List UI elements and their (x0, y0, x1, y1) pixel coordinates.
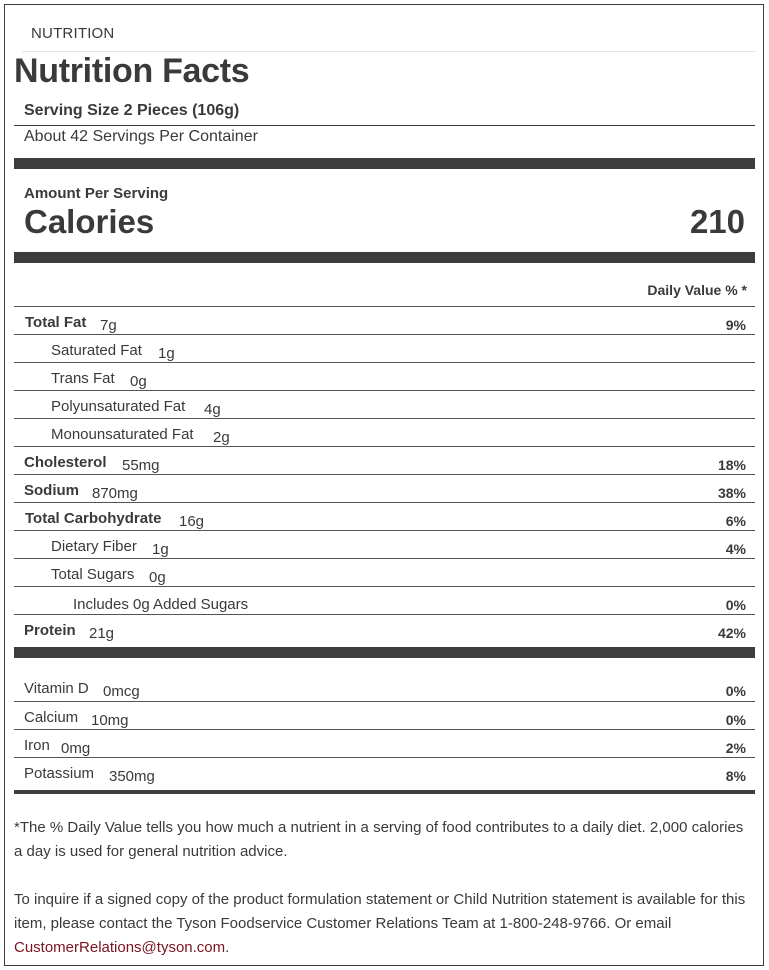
nutrient-name: Total Carbohydrate (25, 510, 162, 527)
nutrient-amount: 7g (100, 317, 117, 334)
nutrient-amount: 1g (152, 541, 169, 558)
calories-value: 210 (689, 203, 745, 240)
nutrient-daily-value: 42% (717, 625, 746, 641)
nutrient-daily-value: 0% (725, 597, 746, 613)
vitamin-row-vitamin-d (14, 673, 755, 701)
thick-divider (14, 158, 755, 169)
nutrient-name: Monounsaturated Fat (51, 426, 194, 443)
daily-value-footnote: *The % Daily Value tells you how much a nutrient in a serving of food contributes to a daily diet. 2,000 calories a day is used for general nutrition advice. (14, 819, 744, 860)
nutrient-row-total-fat (14, 306, 755, 334)
nutrient-amount: 0g (130, 373, 147, 390)
daily-value-header: Daily Value % * (647, 282, 747, 298)
nutrient-row-total-carbohydrate (14, 502, 755, 530)
nutrient-amount: 4g (204, 401, 221, 418)
vitamin-name: Iron (24, 737, 50, 754)
vitamin-row-iron (14, 729, 755, 757)
nutrient-amount: 1g (158, 345, 175, 362)
thick-divider (14, 252, 755, 263)
nutrient-name: Trans Fat (51, 370, 115, 387)
nutrient-row-sodium (14, 474, 755, 502)
amount-per-serving: Amount Per Serving (24, 185, 169, 202)
nutrient-name: Sodium (24, 482, 79, 499)
nutrient-row-total-sugars (14, 558, 755, 586)
vitamin-name: Potassium (24, 765, 95, 782)
vitamin-daily-value: 8% (725, 768, 746, 784)
bottom-divider (14, 790, 755, 794)
vitamin-amount: 0mg (61, 740, 91, 757)
nutrient-amount: 870mg (92, 485, 138, 502)
nutrient-daily-value: 38% (717, 485, 746, 501)
vitamin-amount: 0mcg (103, 683, 140, 700)
nutrient-daily-value: 4% (725, 541, 746, 557)
customer-relations-email-link[interactable]: CustomerRelations@tyson.com (14, 939, 226, 956)
thick-divider (14, 647, 755, 658)
calories-label: Calories (24, 203, 155, 240)
nutrient-name: Total Sugars (51, 566, 135, 583)
nutrient-amount: 16g (179, 513, 205, 530)
vitamin-daily-value: 0% (725, 683, 746, 699)
vitamin-row-calcium (14, 701, 755, 729)
nutrient-daily-value: 18% (717, 457, 746, 473)
vitamin-row-potassium (14, 757, 755, 785)
inquiry-text: To inquire if a signed copy of the product formulation statement or Child Nutrition statement is available for this item, please contact the Tyson Foodservice Customer Relations Team at 1-800-248-9766. Or email (14, 891, 746, 932)
nutrient-daily-value: 9% (725, 317, 746, 333)
nutrient-row-polyunsaturated-fat (14, 390, 755, 418)
nutrient-row-cholesterol (14, 446, 755, 474)
nutrient-name: Total Fat (25, 314, 87, 331)
vitamin-amount: 10mg (91, 712, 129, 729)
nutrient-daily-value: 6% (725, 513, 746, 529)
vitamin-daily-value: 2% (725, 740, 746, 756)
nutrient-row-saturated-fat (14, 334, 755, 362)
nutrition-facts-title: Nutrition Facts (14, 52, 250, 90)
serving-size: Serving Size 2 Pieces (106g) (24, 102, 240, 119)
inquiry-end: . (225, 939, 230, 956)
nutrient-name: Cholesterol (24, 454, 107, 471)
nutrient-amount: 55mg (122, 457, 160, 474)
nutrient-name: Includes 0g Added Sugars (73, 596, 249, 613)
vitamin-daily-value: 0% (725, 712, 746, 728)
nutrient-row-protein (14, 614, 755, 642)
nutrient-name: Protein (24, 622, 76, 639)
nutrient-amount: 0g (149, 569, 166, 586)
divider (14, 125, 755, 126)
section-label: NUTRITION (31, 25, 115, 42)
nutrient-row-dietary-fiber (14, 530, 755, 558)
vitamin-name: Calcium (24, 709, 79, 726)
nutrient-name: Saturated Fat (51, 342, 142, 359)
nutrient-row-monounsaturated-fat (14, 418, 755, 446)
nutrient-row-trans-fat (14, 362, 755, 390)
nutrient-name: Polyunsaturated Fat (51, 398, 186, 415)
nutrient-amount: 2g (213, 429, 230, 446)
nutrient-name: Dietary Fiber (51, 538, 137, 555)
nutrient-row-added-sugars (14, 586, 755, 614)
servings-per-container: About 42 Servings Per Container (24, 128, 258, 145)
nutrient-amount: 21g (89, 625, 115, 642)
vitamin-name: Vitamin D (24, 680, 89, 697)
vitamin-amount: 350mg (109, 768, 155, 785)
inquiry-note (14, 888, 754, 960)
